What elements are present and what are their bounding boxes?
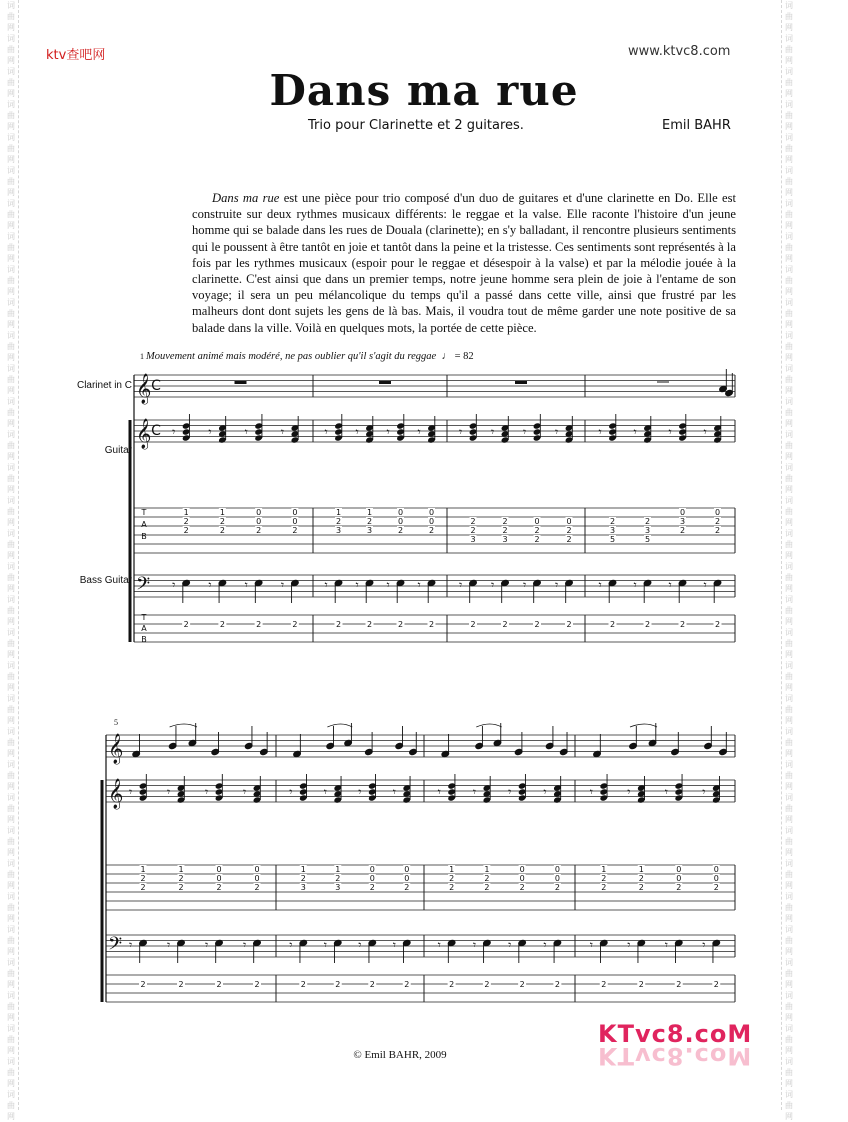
tab-number: 0 xyxy=(404,865,410,874)
measure-number: 1 xyxy=(140,352,144,361)
eighth-rest: 𝄾 xyxy=(289,938,293,952)
bass-tab-number: 2 xyxy=(256,620,262,629)
logo-reflection: KTvc8.coM xyxy=(598,1042,753,1070)
tab-number: 2 xyxy=(366,517,373,526)
bass-tab-number: 2 xyxy=(449,980,455,989)
eighth-rest: 𝄾 xyxy=(664,785,668,799)
eighth-rest: 𝄾 xyxy=(508,785,512,799)
watermark-strip-left: 词曲网词曲网词曲网词曲网词曲网词曲网词曲网词曲网词曲网词曲网词曲网词曲网词曲网词曲网词曲网词曲网词曲网词曲网词曲网词曲网词曲网词曲网词曲网词曲网词曲网词曲网词曲网词曲网词曲网词曲网词曲网词曲网词曲网词曲网 xyxy=(4,0,19,1110)
slur xyxy=(170,724,197,727)
eighth-rest: 𝄾 xyxy=(172,578,176,592)
bass-tab-number: 2 xyxy=(534,620,540,629)
eighth-rest: 𝄾 xyxy=(598,425,602,439)
tab-number: 2 xyxy=(300,874,306,883)
eighth-rest: 𝄾 xyxy=(167,785,171,799)
tab-number: 0 xyxy=(713,865,719,874)
eighth-rest: 𝄾 xyxy=(392,785,396,799)
treble-clef-icon: 𝄞 xyxy=(136,374,152,404)
tab-number: 3 xyxy=(644,526,651,535)
bass-tab-number: 2 xyxy=(140,980,146,989)
tab-number: 2 xyxy=(566,526,572,535)
tab-number: 2 xyxy=(554,883,560,892)
slur xyxy=(476,724,501,727)
eighth-rest: 𝄾 xyxy=(208,425,212,439)
brand-watermark-left: ktv查吧网 xyxy=(46,48,106,63)
bass-tab-number: 2 xyxy=(470,620,476,629)
eighth-rest: 𝄾 xyxy=(323,785,327,799)
bass-tab-number: 2 xyxy=(601,980,607,989)
eighth-rest: 𝄾 xyxy=(172,425,176,439)
bass-tab-number: 2 xyxy=(335,980,341,989)
eighth-rest: 𝄾 xyxy=(491,425,495,439)
eighth-rest: 𝄾 xyxy=(386,425,390,439)
eighth-rest: 𝄾 xyxy=(555,425,559,439)
eighth-rest: 𝄾 xyxy=(129,938,133,952)
eighth-rest: 𝄾 xyxy=(208,578,212,592)
eighth-rest: 𝄾 xyxy=(589,785,593,799)
description-lead: Dans ma rue xyxy=(212,191,280,205)
tab-letter: A xyxy=(141,624,147,633)
tab-number: 3 xyxy=(609,526,616,535)
eighth-rest: 𝄾 xyxy=(543,938,547,952)
bass-tab-number: 2 xyxy=(183,620,189,629)
tab-number: 1 xyxy=(484,865,490,874)
tab-number: 0 xyxy=(554,865,560,874)
score-title: Dans ma rue xyxy=(269,66,579,115)
tab-number: 2 xyxy=(404,883,410,892)
eighth-rest: 𝄾 xyxy=(555,578,559,592)
eighth-rest: 𝄾 xyxy=(323,938,327,952)
eighth-rest: 𝄾 xyxy=(668,425,672,439)
treble-clef-icon: 𝄞 xyxy=(136,419,152,449)
eighth-rest: 𝄾 xyxy=(324,425,328,439)
tab-number: 0 xyxy=(397,517,404,526)
description-body: est une pièce pour trio composé d'un duo de guitares et d'une clarinette en Do. Elle est construite sur deux rythmes musicaux différents: le reggae et la valse. Elle raconte l'histoire d'un jeune homme qui se balade dans les rues de Douala (clarinette); en s'y balladant, il rencontre plusieurs sentiments qui le poussent à être tantôt en joie et tantôt dans la peine et la tristesse. Ces sentiments sont représentés à la fois par les rythmes musicaux (espoir pour le reggae et désespoir à la valse) et par la mélodie jouée à la clarinette. C'est ainsi que dans un premier temps, notre jeune homme sera plein de joie à l'entame de son voyage; il sera un peu mélancolique du temps qu'il a passé dans cette ville, ainsi que frustré par les malheurs dont dont sujets les gens de là bas. Mais, il voudra tout de même garder une note positive de sa balade dans la ville. Voilà en quelques mots, la portée de cette pièce. xyxy=(192,191,736,335)
tab-number: 0 xyxy=(397,508,404,517)
bass-tab-number: 2 xyxy=(713,980,719,989)
tab-letter: B xyxy=(141,532,147,541)
bass-tab-number: 2 xyxy=(609,620,616,629)
bass-clef-icon: 𝄢 xyxy=(136,574,151,599)
tab-number: 0 xyxy=(519,874,525,883)
tab-number: 3 xyxy=(335,526,342,535)
tab-number: 2 xyxy=(714,517,721,526)
eighth-rest: 𝄾 xyxy=(459,425,463,439)
eighth-rest: 𝄾 xyxy=(417,578,421,592)
tab-number: 1 xyxy=(335,508,342,517)
bass-tab-number: 2 xyxy=(714,620,721,629)
bass-tab-number: 2 xyxy=(676,980,682,989)
treble-clef-icon: 𝄞 xyxy=(108,779,124,809)
bass-tab-number: 2 xyxy=(428,620,435,629)
tab-number: 2 xyxy=(219,517,225,526)
tab-number: 1 xyxy=(300,865,306,874)
tab-number: 5 xyxy=(644,535,651,544)
eighth-rest: 𝄾 xyxy=(664,938,668,952)
tab-number: 2 xyxy=(369,883,375,892)
tab-number: 0 xyxy=(428,508,435,517)
logo-text: KTvc8.coM xyxy=(598,1020,753,1048)
eighth-rest: 𝄾 xyxy=(355,425,359,439)
tab-number: 0 xyxy=(292,517,298,526)
eighth-rest: 𝄾 xyxy=(627,785,631,799)
ktvc8-logo xyxy=(598,1020,753,1080)
tab-number: 0 xyxy=(713,874,719,883)
tab-number: 2 xyxy=(216,883,222,892)
bass-tab-number: 2 xyxy=(335,620,342,629)
tab-number: 3 xyxy=(335,883,341,892)
tab-number: 1 xyxy=(183,508,189,517)
whole-rest xyxy=(515,381,527,384)
slur xyxy=(327,724,352,727)
tab-number: 2 xyxy=(397,526,404,535)
tab-number: 2 xyxy=(519,883,525,892)
tab-letter: A xyxy=(141,520,147,529)
tab-number: 0 xyxy=(254,865,260,874)
bass-tab-number: 2 xyxy=(679,620,686,629)
eighth-rest: 𝄾 xyxy=(289,785,293,799)
tab-number: 0 xyxy=(566,517,572,526)
measure-number: 5 xyxy=(114,718,118,727)
tab-number: 2 xyxy=(484,883,490,892)
bass-tab-number: 2 xyxy=(484,980,490,989)
tempo-text: Mouvement animé mais modéré, ne pas oublier qu'il s'agit du reggae xyxy=(146,351,437,362)
eighth-rest: 𝄾 xyxy=(598,578,602,592)
bass-tab-number: 2 xyxy=(638,980,644,989)
tab-letter: T xyxy=(141,508,147,517)
tab-number: 0 xyxy=(679,508,686,517)
eighth-rest: 𝄾 xyxy=(386,578,390,592)
tab-number: 2 xyxy=(335,517,342,526)
tab-number: 2 xyxy=(502,517,508,526)
tab-number: 2 xyxy=(219,526,225,535)
tab-number: 0 xyxy=(369,874,375,883)
eighth-rest: 𝄾 xyxy=(244,425,248,439)
tab-number: 3 xyxy=(470,535,476,544)
tab-number: 2 xyxy=(256,526,262,535)
tab-number: 2 xyxy=(140,883,146,892)
score-subtitle: Trio pour Clarinette et 2 guitares. xyxy=(308,118,524,133)
tab-number: 0 xyxy=(676,865,682,874)
eighth-rest: 𝄾 xyxy=(472,785,477,799)
tab-number: 0 xyxy=(676,874,682,883)
bass-tab-number: 2 xyxy=(644,620,651,629)
tab-number: 0 xyxy=(216,865,222,874)
eighth-rest: 𝄾 xyxy=(244,578,248,592)
tab-number: 1 xyxy=(638,865,644,874)
tab-number: 0 xyxy=(404,874,410,883)
eighth-rest: 𝄾 xyxy=(243,785,247,799)
time-signature: C xyxy=(151,423,161,439)
brand-watermark-right: www.ktvc8.com xyxy=(628,44,731,59)
bass-tab-number: 2 xyxy=(404,980,410,989)
eighth-rest: 𝄾 xyxy=(355,578,359,592)
tab-number: 2 xyxy=(534,535,540,544)
tab-number: 2 xyxy=(183,517,189,526)
watermark-strip-right: 词曲网词曲网词曲网词曲网词曲网词曲网词曲网词曲网词曲网词曲网词曲网词曲网词曲网词曲网词曲网词曲网词曲网词曲网词曲网词曲网词曲网词曲网词曲网词曲网词曲网词曲网词曲网词曲网词曲网词曲网词曲网词曲网词曲网词曲网 xyxy=(781,0,796,1110)
tab-number: 0 xyxy=(254,874,260,883)
tab-number: 1 xyxy=(366,508,373,517)
bass-tab-number: 2 xyxy=(292,620,298,629)
eighth-rest: 𝄾 xyxy=(472,938,477,952)
eighth-rest: 𝄾 xyxy=(205,785,209,799)
tab-number: 3 xyxy=(300,883,306,892)
bass-tab-number: 2 xyxy=(397,620,404,629)
tab-number: 0 xyxy=(256,508,262,517)
time-signature: C xyxy=(151,378,161,394)
tab-number: 2 xyxy=(449,883,455,892)
whole-rest xyxy=(379,381,391,384)
tab-number: 3 xyxy=(679,517,686,526)
tab-number: 0 xyxy=(256,517,262,526)
instrument-label-bass: Bass Guitar xyxy=(79,575,132,586)
description-paragraph xyxy=(192,190,736,336)
tab-number: 0 xyxy=(428,517,435,526)
eighth-rest: 𝄾 xyxy=(324,578,328,592)
eighth-rest: 𝄾 xyxy=(459,578,463,592)
bass-tab-number: 2 xyxy=(178,980,184,989)
eighth-rest: 𝄾 xyxy=(633,578,637,592)
eighth-rest: 𝄾 xyxy=(627,938,631,952)
instrument-label-clarinet: Clarinet in C xyxy=(76,380,132,391)
bass-tab-number: 2 xyxy=(566,620,572,629)
tab-number: 2 xyxy=(335,874,341,883)
eighth-rest: 𝄾 xyxy=(668,578,672,592)
tab-number: 1 xyxy=(219,508,225,517)
tab-letter: T xyxy=(141,613,147,622)
eighth-rest: 𝄾 xyxy=(702,785,706,799)
eighth-rest: 𝄾 xyxy=(280,578,285,592)
tab-number: 2 xyxy=(502,526,508,535)
tab-number: 1 xyxy=(140,865,146,874)
eighth-rest: 𝄾 xyxy=(392,938,396,952)
bass-tab-number: 2 xyxy=(254,980,260,989)
tab-number: 2 xyxy=(714,526,721,535)
eighth-rest: 𝄾 xyxy=(358,938,362,952)
eighth-rest: 𝄾 xyxy=(703,578,707,592)
bass-tab-number: 2 xyxy=(369,980,375,989)
bass-tab-number: 2 xyxy=(300,980,306,989)
tab-number: 2 xyxy=(140,874,146,883)
score-system-1 xyxy=(0,360,800,660)
eighth-rest: 𝄾 xyxy=(491,578,495,592)
tab-number: 2 xyxy=(644,517,651,526)
tab-number: 2 xyxy=(178,874,184,883)
tab-number: 2 xyxy=(449,874,455,883)
tab-number: 5 xyxy=(609,535,616,544)
tab-number: 0 xyxy=(519,865,525,874)
tab-number: 2 xyxy=(609,517,616,526)
eighth-rest: 𝄾 xyxy=(523,425,527,439)
tab-letter: B xyxy=(141,635,147,644)
tab-number: 2 xyxy=(534,526,540,535)
instrument-label-guitar: Guitar xyxy=(104,445,132,456)
tab-number: 3 xyxy=(366,526,373,535)
tab-number: 2 xyxy=(601,874,607,883)
tab-number: 2 xyxy=(679,526,686,535)
eighth-rest: 𝄾 xyxy=(129,785,133,799)
bass-tab-number: 2 xyxy=(216,980,222,989)
tab-number: 0 xyxy=(292,508,298,517)
eighth-rest: 𝄾 xyxy=(523,578,527,592)
eighth-rest: 𝄾 xyxy=(358,785,362,799)
eighth-rest: 𝄾 xyxy=(633,425,637,439)
tab-number: 0 xyxy=(714,508,721,517)
copyright-footer: © Emil BAHR, 2009 xyxy=(353,1049,447,1061)
tab-number: 2 xyxy=(638,883,644,892)
eighth-rest: 𝄾 xyxy=(543,785,547,799)
tab-number: 2 xyxy=(638,874,644,883)
tab-number: 2 xyxy=(183,526,189,535)
eighth-rest: 𝄾 xyxy=(243,938,247,952)
composer-name: Emil BAHR xyxy=(662,118,731,133)
tab-number: 1 xyxy=(601,865,607,874)
bass-clef-icon: 𝄢 xyxy=(108,934,123,959)
score-system-2 xyxy=(0,720,800,1020)
tab-number: 1 xyxy=(178,865,184,874)
eighth-rest: 𝄾 xyxy=(280,425,285,439)
tab-number: 2 xyxy=(566,535,572,544)
bass-tab-number: 2 xyxy=(502,620,508,629)
tab-number: 0 xyxy=(534,517,540,526)
eighth-rest: 𝄾 xyxy=(589,938,593,952)
treble-clef-icon: 𝄞 xyxy=(108,734,124,764)
eighth-rest: 𝄾 xyxy=(167,938,171,952)
tab-number: 2 xyxy=(428,526,435,535)
eighth-rest: 𝄾 xyxy=(437,938,441,952)
tab-number: 2 xyxy=(470,526,476,535)
eighth-rest: 𝄾 xyxy=(702,938,706,952)
tab-number: 2 xyxy=(178,883,184,892)
tab-number: 2 xyxy=(470,517,476,526)
tab-number: 2 xyxy=(601,883,607,892)
eighth-rest: 𝄾 xyxy=(417,425,421,439)
eighth-rest: 𝄾 xyxy=(508,938,512,952)
tab-number: 1 xyxy=(449,865,455,874)
tempo-value: ♩ = 82 xyxy=(441,351,474,362)
tab-number: 0 xyxy=(369,865,375,874)
tab-number: 1 xyxy=(335,865,341,874)
tab-number: 2 xyxy=(292,526,298,535)
tab-number: 3 xyxy=(502,535,508,544)
tab-number: 2 xyxy=(484,874,490,883)
bass-tab-number: 2 xyxy=(554,980,560,989)
bass-tab-number: 2 xyxy=(219,620,225,629)
bass-tab-number: 2 xyxy=(366,620,373,629)
tab-number: 2 xyxy=(713,883,719,892)
eighth-rest: 𝄾 xyxy=(437,785,441,799)
bass-tab-number: 2 xyxy=(519,980,525,989)
eighth-rest: 𝄾 xyxy=(205,938,209,952)
tab-number: 2 xyxy=(676,883,682,892)
tab-number: 2 xyxy=(254,883,260,892)
tab-number: 0 xyxy=(216,874,222,883)
eighth-rest: 𝄾 xyxy=(703,425,707,439)
tab-number: 0 xyxy=(554,874,560,883)
whole-rest xyxy=(235,381,247,384)
slur xyxy=(630,724,657,727)
